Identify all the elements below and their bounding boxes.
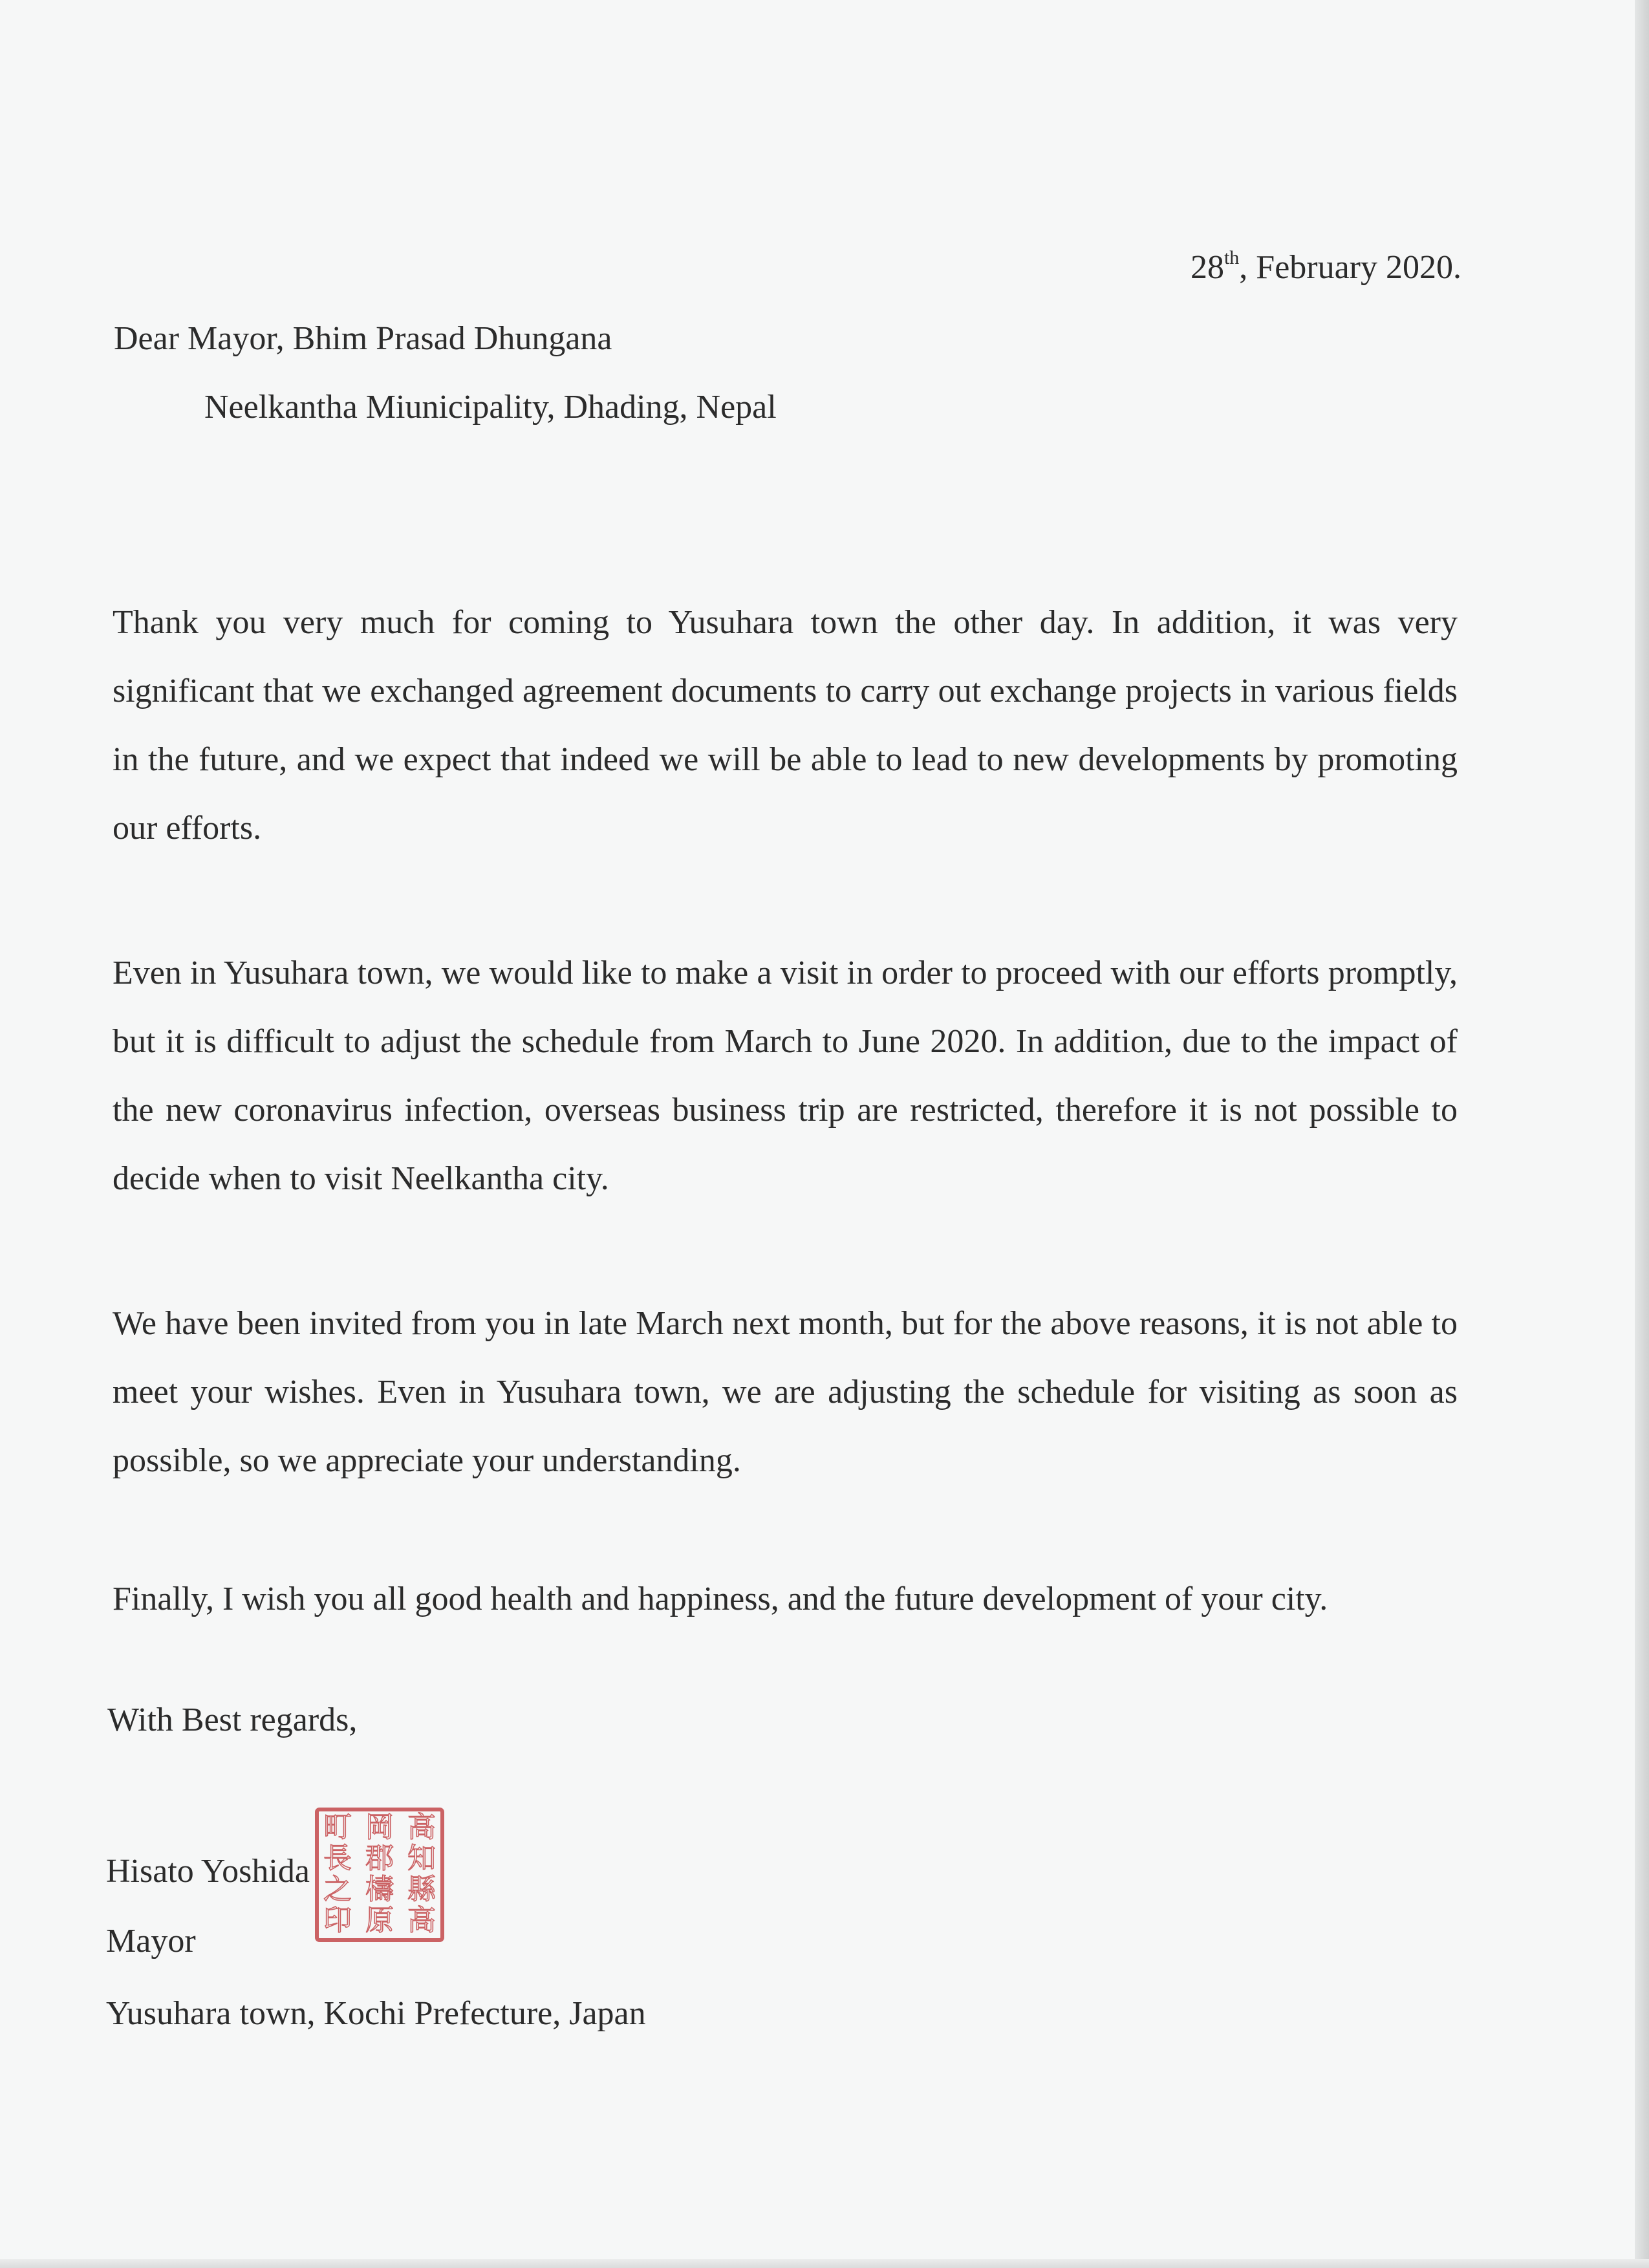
signatory-organization: Yusuhara town, Kochi Prefecture, Japan: [106, 1995, 646, 2032]
seal-character: 印: [323, 1904, 352, 1937]
seal-character: 岡: [365, 1811, 394, 1844]
body-paragraph-3: We have been invited from you in late March next month, but for the above reasons, it is not able to meet your wishes. Even in Yusuhara town, we are adjusting the schedule for visiting as soon as possible, so we appreciate your understanding.: [113, 1305, 1458, 1479]
seal-character: 長: [323, 1842, 352, 1875]
salutation: Dear Mayor, Bhim Prasad Dhungana: [114, 320, 612, 357]
date-day: 28: [1190, 249, 1224, 286]
seal-character: 原: [365, 1904, 394, 1937]
body-paragraph-1: Thank you very much for coming to Yusuhara town the other day. In addition, it was very significant that we exchanged agreement documents to carry out exchange projects in various fields in the future, and we expect that indeed we will be able to lead to new developments by promoting our efforts.: [113, 604, 1458, 847]
letter-date: [1191, 248, 1461, 287]
seal-character: 之: [323, 1873, 352, 1906]
official-seal-stamp: [314, 1807, 445, 1943]
signatory-name: Hisato Yoshida: [106, 1853, 310, 1890]
seal-character: 檮: [365, 1873, 394, 1906]
body-paragraph-4: Finally, I wish you all good health and happiness, and the future development of your city.: [113, 1581, 1328, 1617]
closing: With Best regards,: [107, 1701, 358, 1738]
recipient-address: Neelkantha Miunicipality, Dhading, Nepal: [204, 389, 777, 426]
body-paragraph-2: Even in Yusuhara town, we would like to make a visit in order to proceed with our efforts promptly, but it is difficult to adjust the schedule from March to June 2020. In addition, due to the impact of the new coronavirus infection, overseas business trip are restricted, therefore it is not possible to decide when to visit Neelkantha city.: [113, 955, 1458, 1197]
seal-character: 縣: [407, 1873, 436, 1906]
signatory-title: Mayor: [106, 1923, 196, 1960]
date-suffix: th: [1223, 247, 1240, 268]
seal-character: 高: [407, 1904, 436, 1937]
seal-character: 高: [407, 1811, 436, 1844]
scan-edge-right: [1635, 0, 1649, 2268]
seal-characters: [323, 1811, 436, 1937]
seal-character: 町: [323, 1811, 352, 1844]
date-rest: , February 2020.: [1239, 249, 1461, 286]
seal-character: 郡: [365, 1842, 394, 1875]
scan-edge-bottom: [0, 2259, 1649, 2268]
seal-character: 知: [407, 1842, 436, 1875]
